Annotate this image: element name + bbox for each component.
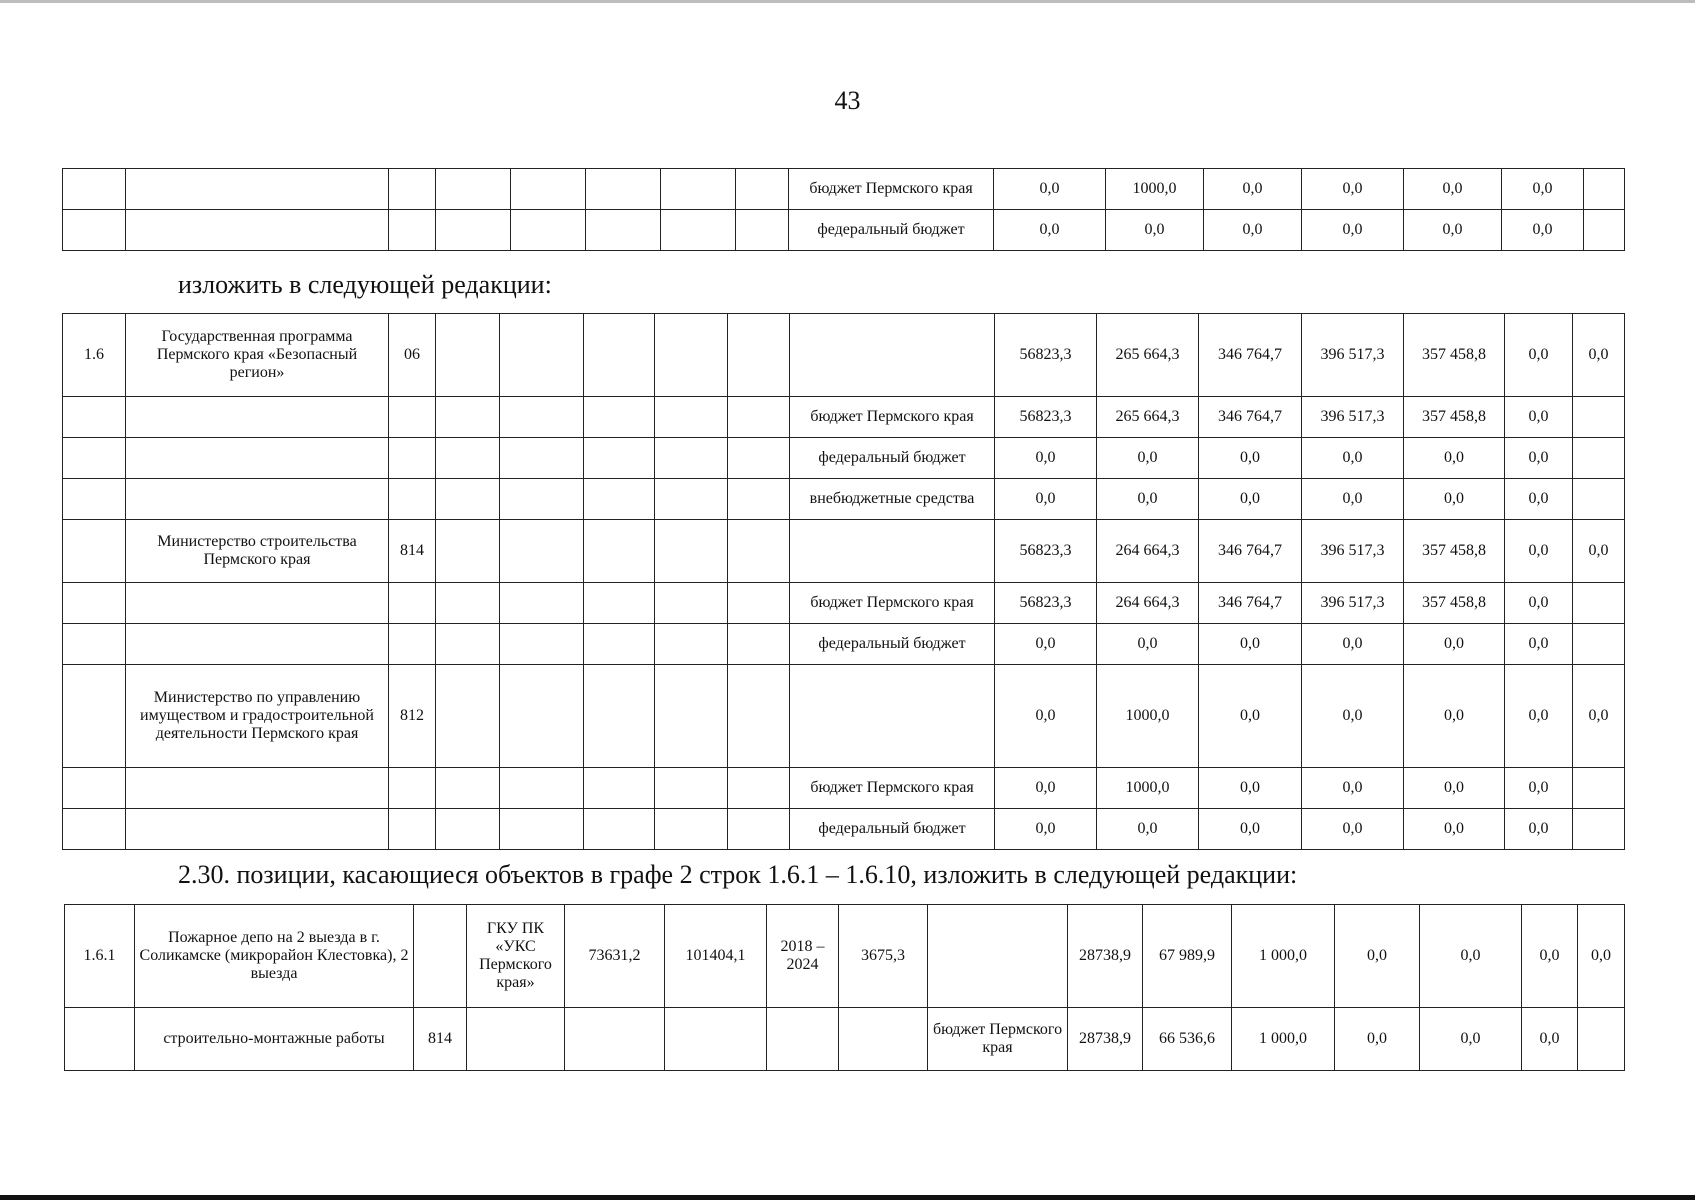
table-row: [65, 905, 1625, 1008]
table-cell: 0,0: [994, 210, 1106, 251]
table-cell: 0,0: [1522, 905, 1578, 1008]
table-cell: 56823,3: [995, 520, 1097, 583]
table-cell: 0,0: [1502, 169, 1584, 210]
table-cell: [728, 624, 790, 665]
table-cell: [126, 583, 389, 624]
table-cell: [63, 397, 126, 438]
table-cell: [389, 809, 436, 850]
table-cell: 0,0: [1578, 905, 1625, 1008]
table-cell: [511, 210, 586, 251]
table-cell: 0,0: [1302, 624, 1404, 665]
table-cell: 0,0: [1302, 438, 1404, 479]
table-cell: [63, 583, 126, 624]
table-cell: 265 664,3: [1097, 314, 1199, 397]
table-cell: 0,0: [1097, 624, 1199, 665]
table-cell: [467, 1008, 565, 1071]
table-cell: 2018 – 2024: [767, 905, 839, 1008]
table-cell: 0,0: [1199, 809, 1302, 850]
table-cell: [436, 438, 500, 479]
table-cell: 264 664,3: [1097, 520, 1199, 583]
table-cell: 0,0: [1335, 905, 1420, 1008]
table-cell: 0,0: [1505, 583, 1573, 624]
table-cell: 0,0: [1106, 210, 1204, 251]
table-cell: 56823,3: [995, 397, 1097, 438]
table-cell: [63, 210, 126, 251]
table-cell: [1573, 438, 1625, 479]
table-cell: [63, 438, 126, 479]
table-cell: [500, 314, 584, 397]
table-cell: 1 000,0: [1232, 1008, 1335, 1071]
table-row: [63, 583, 1625, 624]
page-number: 43: [834, 86, 861, 115]
table-cell: [655, 479, 728, 520]
table-cell: 1.6: [63, 314, 126, 397]
table-cell: 1 000,0: [1232, 905, 1335, 1008]
table-row: [63, 169, 1625, 210]
table-cell: 0,0: [1573, 520, 1625, 583]
table-cell: 812: [389, 665, 436, 768]
scan-edge-top: [0, 0, 1695, 3]
table-cell: [436, 479, 500, 520]
table-cell: [126, 479, 389, 520]
table-row: [63, 314, 1625, 397]
table-cell: 346 764,7: [1199, 520, 1302, 583]
table-cell: [436, 210, 511, 251]
table-cell: 357 458,8: [1404, 397, 1505, 438]
table-cell: 396 517,3: [1302, 397, 1404, 438]
table-cell: [736, 210, 789, 251]
table-cell: 0,0: [1204, 210, 1302, 251]
table-cell: [728, 438, 790, 479]
table-cell: 0,0: [1420, 905, 1522, 1008]
table-cell: [655, 665, 728, 768]
table-cell: 264 664,3: [1097, 583, 1199, 624]
table-cell: [126, 169, 389, 210]
table-cell: 265 664,3: [1097, 397, 1199, 438]
table-cell: Государственная программа Пермского края «Безопасный регион»: [126, 314, 389, 397]
table-cell: 0,0: [1505, 665, 1573, 768]
table-cell: Пожарное депо на 2 выезда в г. Соликамске (микрорайон Клестовка), 2 выезда: [135, 905, 414, 1008]
table-cell: 28738,9: [1068, 905, 1143, 1008]
table-cell: [586, 169, 661, 210]
table-cell: 0,0: [1335, 1008, 1420, 1071]
table-cell: 396 517,3: [1302, 314, 1404, 397]
table-cell: 346 764,7: [1199, 314, 1302, 397]
table-cell: [63, 665, 126, 768]
table-cell: 06: [389, 314, 436, 397]
table-cell: [728, 397, 790, 438]
table-cell: [436, 169, 511, 210]
table-cell: 0,0: [995, 768, 1097, 809]
heading-new-edition: изложить в следующей редакции:: [178, 270, 552, 299]
table-cell: строительно-монтажные работы: [135, 1008, 414, 1071]
table-cell: Министерство строительства Пермского края: [126, 520, 389, 583]
table-cell: [414, 905, 467, 1008]
table-cell: 814: [414, 1008, 467, 1071]
table-cell: [790, 520, 995, 583]
table-cell: [436, 665, 500, 768]
table-cell: [655, 624, 728, 665]
table-row: [63, 768, 1625, 809]
table-cell: 0,0: [1097, 479, 1199, 520]
table-cell: [565, 1008, 665, 1071]
table-cell: 0,0: [1204, 169, 1302, 210]
table-cell: [1573, 397, 1625, 438]
table-cell: 0,0: [1420, 1008, 1522, 1071]
table-cell: [736, 169, 789, 210]
table-cell: ГКУ ПК «УКС Пермского края»: [467, 905, 565, 1008]
table-cell: 0,0: [1505, 438, 1573, 479]
table-cell: [928, 905, 1068, 1008]
table-cell: 66 536,6: [1143, 1008, 1232, 1071]
table-cell: [655, 520, 728, 583]
table-cell: [728, 665, 790, 768]
table-row: [63, 438, 1625, 479]
table-cell: [500, 809, 584, 850]
table-cell: [436, 314, 500, 397]
table-cell: 0,0: [995, 479, 1097, 520]
table-cell: [389, 479, 436, 520]
table-cell: 1000,0: [1097, 665, 1199, 768]
table-cell: [586, 210, 661, 251]
table-row: [63, 520, 1625, 583]
table-cell: федеральный бюджет: [790, 809, 995, 850]
table-cell: 0,0: [1404, 479, 1505, 520]
table-cell: 0,0: [1404, 624, 1505, 665]
table-cell: 0,0: [1302, 809, 1404, 850]
table-cell: [126, 438, 389, 479]
table-cell: 0,0: [1573, 665, 1625, 768]
heading-section-2-30: 2.30. позиции, касающиеся объектов в графе 2 строк 1.6.1 – 1.6.10, изложить в следующей редакции:: [178, 860, 1298, 889]
table-cell: 0,0: [1404, 809, 1505, 850]
table-cell: [661, 169, 736, 210]
table-cell: 28738,9: [1068, 1008, 1143, 1071]
table-cell: 0,0: [995, 809, 1097, 850]
table-cell: 0,0: [1404, 665, 1505, 768]
table-cell: 0,0: [1097, 438, 1199, 479]
table-cell: [1573, 583, 1625, 624]
table-cell: [728, 583, 790, 624]
table-cell: 346 764,7: [1199, 583, 1302, 624]
table-cell: [65, 1008, 135, 1071]
table-cell: [389, 397, 436, 438]
table-cell: 0,0: [1199, 624, 1302, 665]
table-cell: [126, 210, 389, 251]
table-cell: 0,0: [1573, 314, 1625, 397]
table-cell: 396 517,3: [1302, 520, 1404, 583]
table-cell: федеральный бюджет: [789, 210, 994, 251]
table-cell: [500, 397, 584, 438]
table-cell: [655, 809, 728, 850]
table-cell: 0,0: [1505, 520, 1573, 583]
table-cell: [500, 665, 584, 768]
table-cell: 357 458,8: [1404, 314, 1505, 397]
table-cell: бюджет Пермского края: [789, 169, 994, 210]
table-cell: [767, 1008, 839, 1071]
table-cell: 73631,2: [565, 905, 665, 1008]
table-cell: 1.6.1: [65, 905, 135, 1008]
table-cell: [436, 520, 500, 583]
table-cell: [500, 583, 584, 624]
table-cell: [584, 314, 655, 397]
table-cell: [500, 768, 584, 809]
table-cell: [584, 397, 655, 438]
table-cell: [436, 809, 500, 850]
table-cell: 101404,1: [665, 905, 767, 1008]
table-cell: [728, 520, 790, 583]
table-cell: 0,0: [1505, 479, 1573, 520]
table-cell: 3675,3: [839, 905, 928, 1008]
table-cell: [584, 624, 655, 665]
table-before: [62, 168, 1625, 251]
table-cell: 0,0: [1302, 768, 1404, 809]
table-cell: 0,0: [1404, 768, 1505, 809]
table-cell: [389, 210, 436, 251]
table-cell: [665, 1008, 767, 1071]
table-cell: [655, 397, 728, 438]
table-cell: федеральный бюджет: [790, 438, 995, 479]
table-cell: 0,0: [1505, 624, 1573, 665]
table-cell: [655, 583, 728, 624]
table-cell: 0,0: [1404, 210, 1502, 251]
table-cell: 396 517,3: [1302, 583, 1404, 624]
table-cell: [839, 1008, 928, 1071]
table-row: [63, 809, 1625, 850]
table-cell: [1584, 210, 1625, 251]
table-cell: [584, 665, 655, 768]
table-cell: [1573, 768, 1625, 809]
table-cell: [389, 624, 436, 665]
table-cell: [1584, 169, 1625, 210]
table-cell: [1573, 479, 1625, 520]
table-cell: 56823,3: [995, 314, 1097, 397]
table-cell: [728, 768, 790, 809]
table-cell: бюджет Пермского края: [928, 1008, 1068, 1071]
table-cell: 1000,0: [1106, 169, 1204, 210]
table-cell: 0,0: [1404, 169, 1502, 210]
table-cell: 0,0: [995, 665, 1097, 768]
table-cell: [584, 809, 655, 850]
table-cell: [790, 665, 995, 768]
table-cell: [126, 768, 389, 809]
table-cell: [728, 314, 790, 397]
table-row: [63, 479, 1625, 520]
table-cell: 357 458,8: [1404, 520, 1505, 583]
table-cell: [389, 768, 436, 809]
table-cell: [389, 169, 436, 210]
table-cell: [436, 624, 500, 665]
table-cell: [1578, 1008, 1625, 1071]
table-cell: [63, 169, 126, 210]
table-cell: 0,0: [1199, 768, 1302, 809]
table-cell: 0,0: [1404, 438, 1505, 479]
table-cell: бюджет Пермского края: [790, 768, 995, 809]
table-cell: федеральный бюджет: [790, 624, 995, 665]
table-cell: [389, 438, 436, 479]
table-cell: 0,0: [1505, 397, 1573, 438]
table-objects: [64, 904, 1625, 1071]
table-cell: [63, 520, 126, 583]
table-cell: 0,0: [1302, 210, 1404, 251]
table-cell: 0,0: [1302, 169, 1404, 210]
table-cell: [584, 768, 655, 809]
table-cell: [389, 583, 436, 624]
table-cell: [126, 397, 389, 438]
table-cell: 1000,0: [1097, 768, 1199, 809]
table-cell: бюджет Пермского края: [790, 583, 995, 624]
table-row: [65, 1008, 1625, 1071]
table-cell: 0,0: [1502, 210, 1584, 251]
table-cell: 0,0: [1302, 479, 1404, 520]
table-cell: 0,0: [995, 624, 1097, 665]
table-cell: [728, 809, 790, 850]
table-cell: 0,0: [1505, 314, 1573, 397]
table-cell: 0,0: [1522, 1008, 1578, 1071]
table-cell: [584, 438, 655, 479]
table-cell: [500, 438, 584, 479]
table-cell: 0,0: [1199, 665, 1302, 768]
table-cell: 0,0: [1097, 809, 1199, 850]
table-cell: [584, 583, 655, 624]
table-cell: [63, 768, 126, 809]
table-cell: [63, 809, 126, 850]
scan-edge-bottom: [0, 1195, 1695, 1200]
table-row: [63, 397, 1625, 438]
table-cell: 814: [389, 520, 436, 583]
table-cell: [500, 479, 584, 520]
table-cell: [655, 438, 728, 479]
table-cell: 346 764,7: [1199, 397, 1302, 438]
table-cell: [1573, 809, 1625, 850]
table-cell: 0,0: [1302, 665, 1404, 768]
table-row: [63, 210, 1625, 251]
table-cell: [584, 479, 655, 520]
table-cell: [511, 169, 586, 210]
table-cell: [63, 479, 126, 520]
table-cell: [500, 520, 584, 583]
table-main: [62, 313, 1625, 850]
table-cell: 67 989,9: [1143, 905, 1232, 1008]
table-cell: 0,0: [1505, 768, 1573, 809]
table-cell: 0,0: [1199, 479, 1302, 520]
table-cell: [728, 479, 790, 520]
table-cell: Министерство по управлению имуществом и градостроительной деятельности Пермского края: [126, 665, 389, 768]
table-cell: [1573, 624, 1625, 665]
table-cell: [126, 624, 389, 665]
table-cell: 56823,3: [995, 583, 1097, 624]
table-cell: [500, 624, 584, 665]
table-cell: [790, 314, 995, 397]
table-cell: [584, 520, 655, 583]
table-cell: [436, 397, 500, 438]
table-row: [63, 665, 1625, 768]
table-cell: [655, 768, 728, 809]
table-cell: 357 458,8: [1404, 583, 1505, 624]
table-cell: 0,0: [995, 438, 1097, 479]
table-cell: [655, 314, 728, 397]
table-cell: [661, 210, 736, 251]
table-cell: [126, 809, 389, 850]
table-cell: 0,0: [1505, 809, 1573, 850]
table-cell: внебюджетные средства: [790, 479, 995, 520]
table-cell: [436, 768, 500, 809]
table-cell: бюджет Пермского края: [790, 397, 995, 438]
table-row: [63, 624, 1625, 665]
table-cell: [436, 583, 500, 624]
table-cell: [63, 624, 126, 665]
table-cell: 0,0: [994, 169, 1106, 210]
table-cell: 0,0: [1199, 438, 1302, 479]
